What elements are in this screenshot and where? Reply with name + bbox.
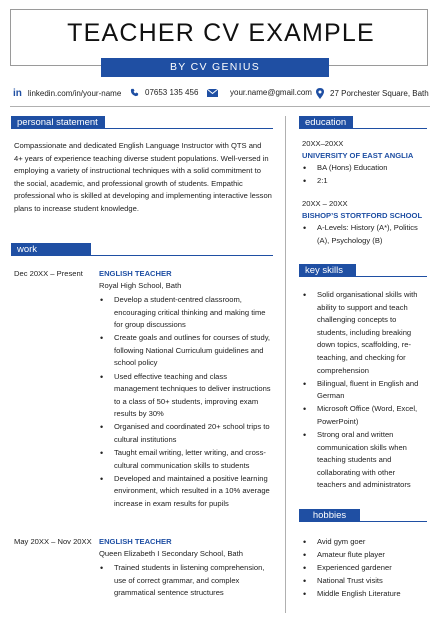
education-header xyxy=(299,116,427,129)
list-item: • 2:1 xyxy=(302,175,427,188)
contact-address xyxy=(316,88,429,99)
linkedin-text: linkedin.com/in/your-name xyxy=(27,89,122,98)
work-experience-header xyxy=(11,243,273,268)
hobbies-list xyxy=(302,536,426,601)
education-dates: 20XX – 20XX xyxy=(302,199,348,208)
linkedin-icon: in xyxy=(13,88,22,99)
list-item: • Middle English Literature xyxy=(302,588,426,601)
list-item: • Develop a student-centred classroom, encouraging critical thinking and making time for group discussions xyxy=(99,294,271,332)
email-text: your.name@gmail.com xyxy=(230,88,312,97)
list-item: • Trained students in listening comprehension, use of correct grammar, and complex grammatical sentence structures xyxy=(99,562,271,600)
job-dates: Dec 20XX – Present xyxy=(14,269,83,278)
list-item: • Strong oral and written communication skills when teaching students and collaborating with other teachers and administrators xyxy=(302,429,426,492)
list-item: • A-Levels: History (A*), Politics (A), Psychology (B) xyxy=(302,222,420,247)
job-bullets xyxy=(99,294,271,511)
education-school: UNIVERSITY OF EAST ANGLIA xyxy=(302,151,414,160)
email-icon xyxy=(207,89,218,97)
section-title: key skills xyxy=(299,264,356,277)
education-items xyxy=(302,162,427,188)
section-title: work experience xyxy=(11,243,91,256)
list-item: • Avid gym goer xyxy=(302,536,426,549)
section-rule xyxy=(91,255,273,256)
list-item: • Bilingual, fluent in English and German xyxy=(302,378,426,403)
list-item: • Taught email writing, letter writing, and cross-cultural communication skills to students xyxy=(99,447,271,472)
list-item: • Solid organisational skills with ability to support and teach challenging concepts to students, including breaking down topics, scaffolding, re-teaching, and checking for comprehension xyxy=(302,289,426,377)
list-item: • Organised and coordinated 20+ school trips to cultural institutions xyxy=(99,421,271,446)
location-pin-icon xyxy=(316,88,324,99)
address-text: 27 Porchester Square, Bath xyxy=(330,89,429,98)
section-title: hobbies xyxy=(299,509,360,522)
phone-text: 07653 135 456 xyxy=(145,88,199,97)
job-dates: May 20XX – Nov 20XX xyxy=(14,537,92,546)
section-title: education xyxy=(299,116,353,129)
contact-phone[interactable] xyxy=(130,88,198,97)
list-item: • Microsoft Office (Word, Excel, PowerPoint) xyxy=(302,403,426,428)
section-rule xyxy=(353,128,427,129)
section-rule xyxy=(356,276,427,277)
list-item: • Developed and maintained a positive learning environment, which resulted in a 10% average increase in exam results for pupils xyxy=(99,473,271,511)
job-title: ENGLISH TEACHER xyxy=(99,537,172,546)
hobbies-header xyxy=(299,509,427,522)
job-title: ENGLISH TEACHER xyxy=(99,269,172,278)
education-school: BISHOP’S STORTFORD SCHOOL xyxy=(302,211,423,220)
job-employer: Queen Elizabeth I Secondary School, Bath xyxy=(99,549,243,558)
list-item: • BA (Hons) Education xyxy=(302,162,427,175)
personal-statement-text: Compassionate and dedicated English Language Instructor with QTS and 4+ years of experience teaching diverse student populations. Well-versed in employing a variety of instructional techniques with a solid commitment to the social, academic, and professional growth of students. Empathic professional who is skilled at developing and implementing interactive lesson plans to increase student knowledge. xyxy=(14,141,272,213)
key-skills-list xyxy=(302,289,426,493)
contact-linkedin[interactable] xyxy=(13,88,121,99)
subtitle-band: BY CV GENIUS xyxy=(101,58,329,77)
contact-divider xyxy=(10,106,430,107)
section-rule xyxy=(360,521,427,522)
phone-icon xyxy=(130,88,139,97)
education-items xyxy=(302,222,420,248)
page-title: TEACHER CV EXAMPLE xyxy=(67,19,375,47)
personal-statement-header xyxy=(11,116,273,129)
list-item: • Create goals and outlines for courses of study, following National Curriculum guidelines and school policy xyxy=(99,332,271,370)
job-employer: Royal High School, Bath xyxy=(99,281,182,290)
section-rule xyxy=(105,128,273,129)
key-skills-header xyxy=(299,264,427,277)
list-item: • National Trust visits xyxy=(302,575,426,588)
list-item: • Used effective teaching and class management techniques to deliver instructions to a class of 50+ students, improving exam results by 30% xyxy=(99,371,271,421)
list-item: • Amateur flute player xyxy=(302,549,426,562)
job-bullets xyxy=(99,562,271,600)
section-title: personal statement xyxy=(11,116,105,129)
contact-email[interactable] xyxy=(207,88,312,97)
list-item: • Experienced gardener xyxy=(302,562,426,575)
column-divider xyxy=(285,116,286,613)
education-dates: 20XX–20XX xyxy=(302,139,344,148)
